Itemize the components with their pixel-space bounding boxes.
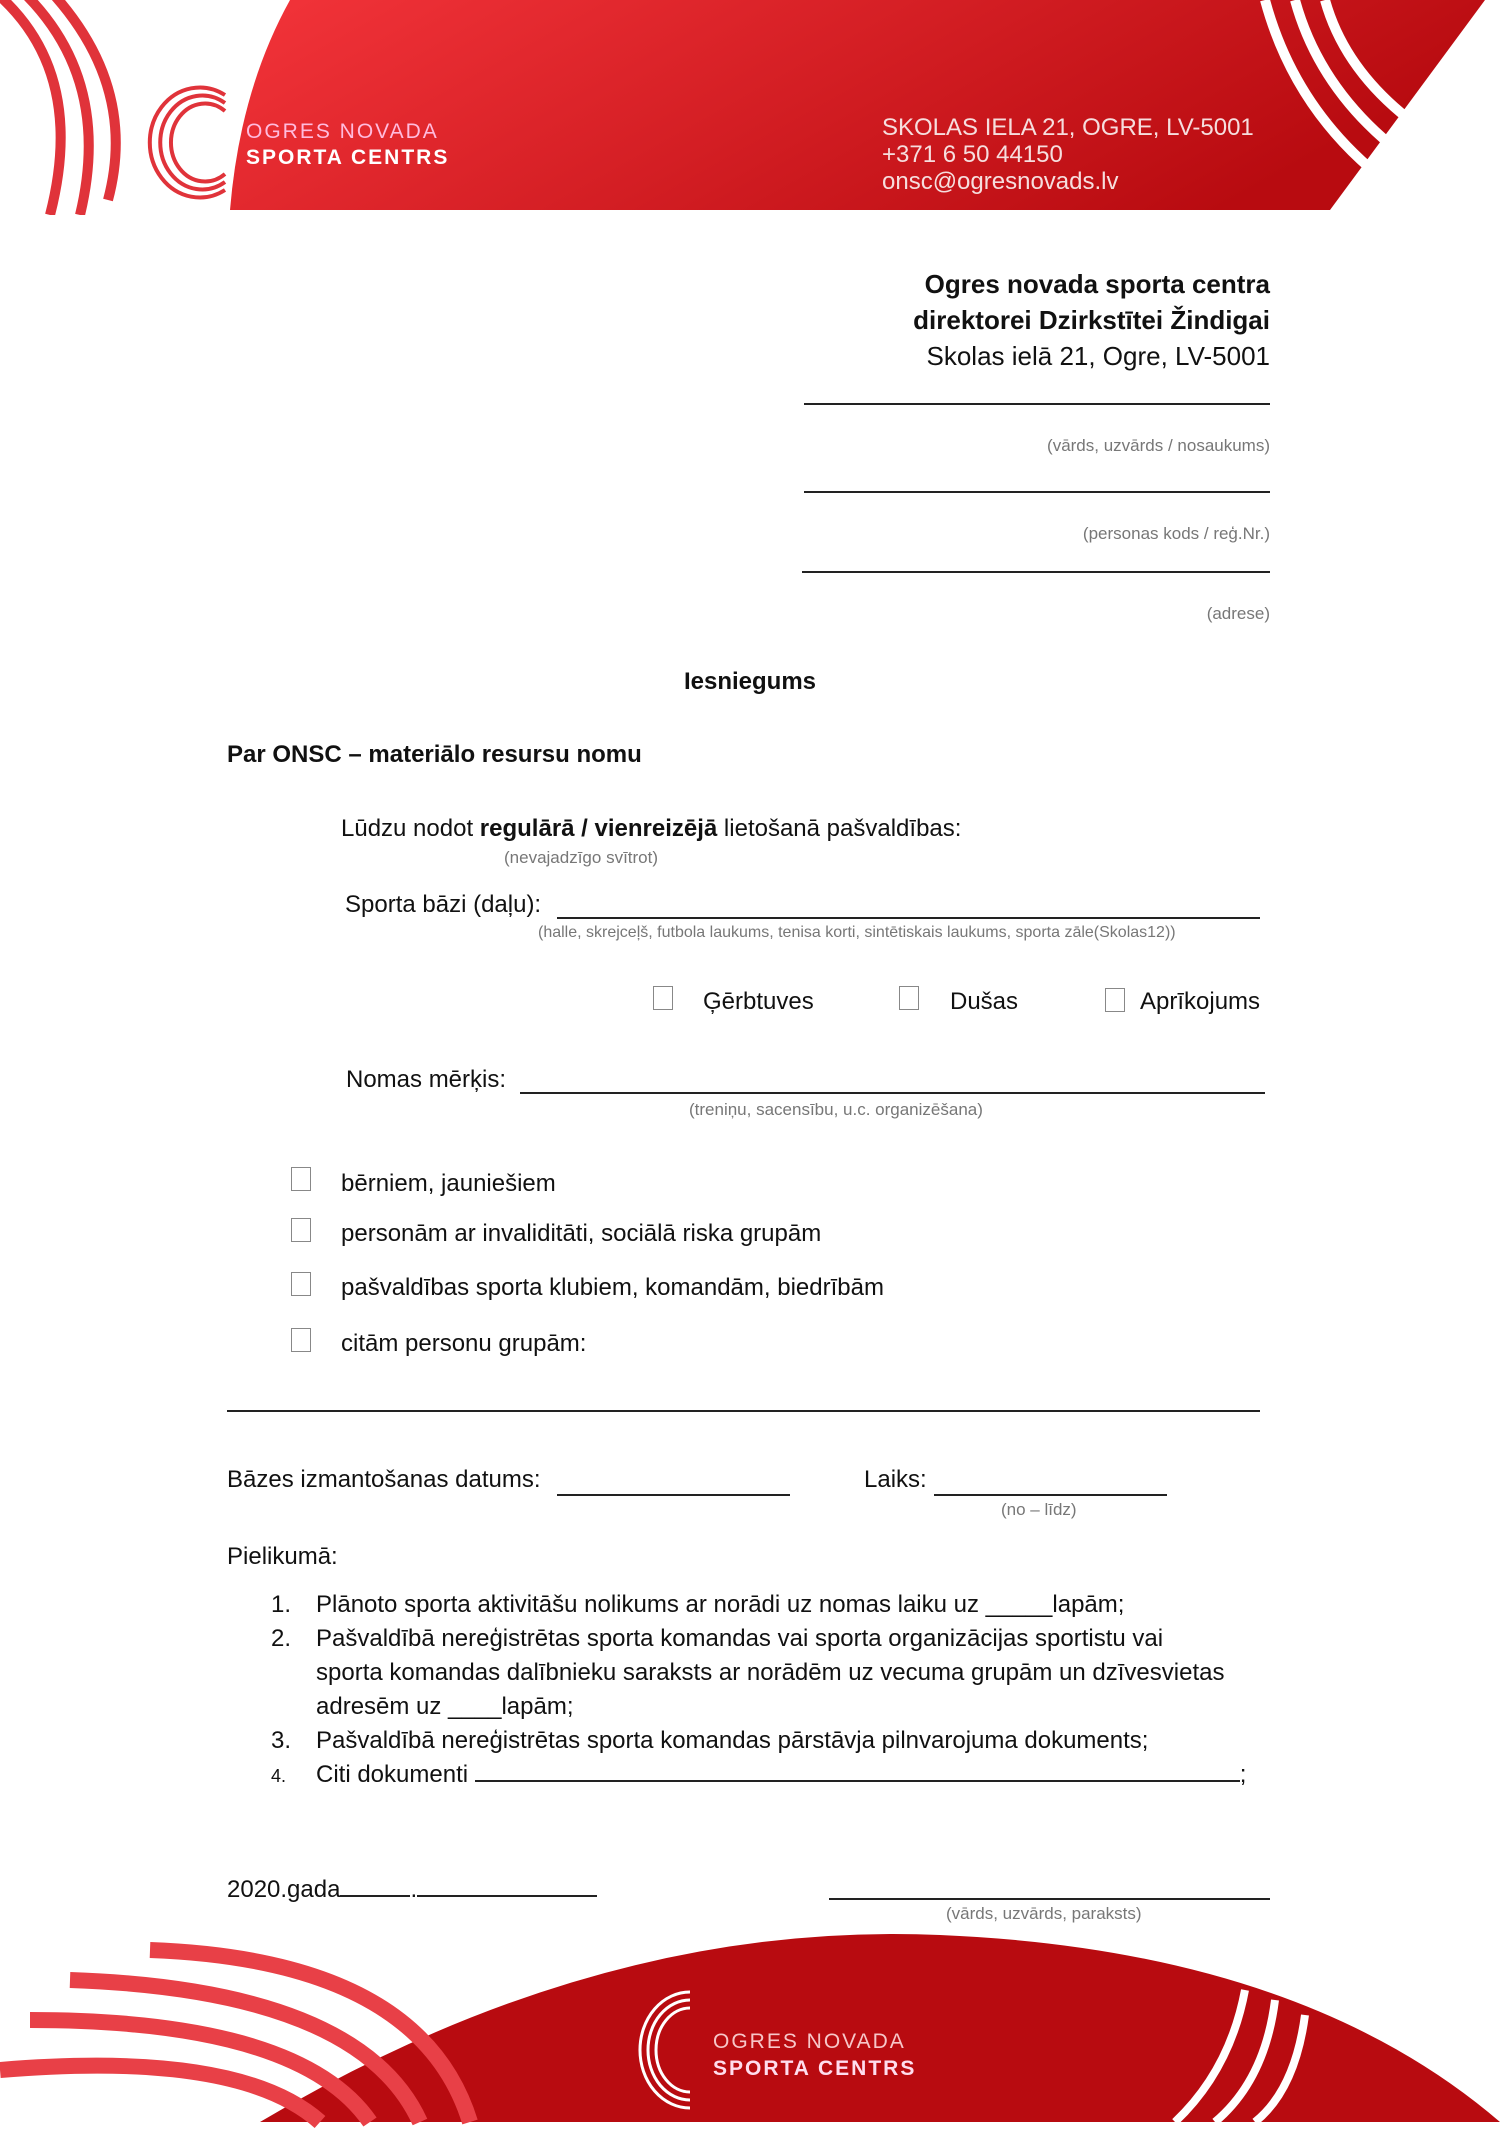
checkbox-group-disabilities[interactable] [291, 1218, 311, 1242]
purpose-field[interactable] [520, 1070, 1265, 1094]
attachment-text: Citi dokumenti [316, 1761, 469, 1788]
attachment-num: 4. [271, 1766, 287, 1786]
applicant-name-field[interactable] [804, 403, 1270, 405]
attachment-end: ; [1239, 1761, 1247, 1788]
base-field[interactable] [557, 895, 1260, 919]
applicant-address-label: (adrese) [1206, 604, 1270, 623]
checkbox-group-other[interactable] [291, 1328, 311, 1352]
date-signed [227, 1873, 597, 1904]
other-documents-field[interactable] [475, 1758, 1240, 1782]
recipient-line3: Skolas ielā 21, Ogre, LV-5001 [926, 341, 1270, 371]
signature-field[interactable] [829, 1898, 1270, 1900]
attachments-heading: Pielikumā: [227, 1543, 338, 1570]
base-hint: (halle, skrejceļš, futbola laukums, tenisa korti, sintētiskais laukums, sporta zāle(Skolas12)) [538, 924, 1176, 941]
applicant-code-field[interactable] [804, 491, 1270, 493]
attachment-item [271, 1724, 1246, 1758]
recipient-line2: direktorei Dzirkstītei Žindigai [913, 305, 1270, 335]
checkbox-dusas[interactable] [899, 986, 919, 1010]
checkbox-group-clubs[interactable] [291, 1272, 311, 1296]
attachment-item [271, 1622, 1246, 1656]
checkbox-gerbtuves[interactable] [653, 986, 673, 1010]
option-gerbtuves: Ģērbtuves [703, 988, 814, 1015]
signature-label: (vārds, uzvārds, paraksts) [946, 1904, 1142, 1923]
org-name-line1: OGRES NOVADA [246, 120, 439, 143]
date-prefix: 2020.gada [227, 1876, 341, 1903]
document-subject: Par ONSC – materiālo resursu nomu [227, 741, 642, 768]
purpose-hint: (treniņu, sacensību, u.c. organizēšana) [689, 1100, 983, 1119]
group-disabilities: personām ar invaliditāti, sociālā riska grupām [341, 1220, 822, 1247]
header-email[interactable]: onsc@ogresnovads.lv [882, 168, 1119, 195]
applicant-code-label: (personas kods / reģ.Nr.) [1082, 524, 1270, 543]
header-contacts [882, 114, 1254, 195]
applicant-name-label: (vārds, uzvārds / nosaukums) [1047, 436, 1270, 455]
attachment-text: Pašvaldībā nereģistrētas sporta komandas pārstāvja pilnvarojuma dokuments; [316, 1727, 1149, 1754]
date-day-field[interactable] [340, 1873, 410, 1897]
attachment-text: adresēm uz ____lapām; [316, 1693, 574, 1720]
attachment-item [271, 1656, 1246, 1690]
date-label: Bāzes izmantošanas datums: [227, 1466, 541, 1493]
group-clubs: pašvaldības sporta klubiem, komandām, biedrībām [341, 1274, 884, 1301]
time-label: Laiks: [864, 1466, 927, 1493]
request-options: regulārā / vienreizējā [479, 815, 718, 842]
date-field[interactable] [557, 1472, 790, 1496]
applicant-address-field[interactable] [802, 571, 1270, 573]
group-children: bērniem, jauniešiem [341, 1170, 556, 1197]
other-group-field[interactable] [227, 1410, 1260, 1412]
checkbox-group-children[interactable] [291, 1167, 311, 1191]
recipient-line1: Ogres novada sporta centra [924, 269, 1270, 299]
attachment-item [271, 1588, 1246, 1622]
option-aprikojums: Aprīkojums [1140, 988, 1261, 1015]
recipient-block [913, 266, 1270, 374]
org-name-line2: SPORTA CENTRS [246, 146, 450, 169]
time-hint: (no – līdz) [1001, 1500, 1077, 1519]
attachment-text: Plānoto sporta aktivitāšu nolikums ar norādi uz nomas laiku uz _____lapām; [316, 1591, 1125, 1618]
attachment-item [271, 1758, 1246, 1793]
header-phone: +371 6 50 44150 [882, 141, 1063, 168]
base-label: Sporta bāzi (daļu): [345, 891, 542, 918]
attachments-list [271, 1588, 1246, 1793]
request-text [341, 815, 961, 843]
request-suffix: lietošanā pašvaldības: [717, 815, 962, 842]
attachment-num: 1. [271, 1591, 292, 1618]
footer-org-line1: OGRES NOVADA [713, 2030, 906, 2053]
option-dusas: Dušas [950, 988, 1019, 1015]
attachment-text: sporta komandas dalībnieku saraksts ar norādēm uz vecuma grupām un dzīvesvietas [316, 1659, 1225, 1686]
attachment-text: Pašvaldībā nereģistrētas sporta komandas vai sporta organizācijas sportistu vai [316, 1625, 1164, 1652]
attachment-num: 3. [271, 1727, 292, 1754]
logo-icon [150, 88, 225, 198]
document-title: Iesniegums [683, 668, 817, 695]
group-other: citām personu grupām: [341, 1330, 587, 1357]
footer-org-line2: SPORTA CENTRS [713, 2057, 917, 2080]
checkbox-aprikojums[interactable] [1105, 988, 1125, 1012]
time-field[interactable] [934, 1472, 1167, 1496]
attachment-item [271, 1690, 1246, 1724]
date-month-field[interactable] [417, 1873, 597, 1897]
header-address: SKOLAS IELA 21, OGRE, LV-5001 [882, 114, 1254, 141]
attachment-num: 2. [271, 1625, 292, 1652]
request-prefix: Lūdzu nodot [341, 815, 480, 842]
purpose-label: Nomas mērķis: [346, 1066, 507, 1093]
request-hint: (nevajadzīgo svītrot) [504, 848, 659, 867]
header-banner [0, 0, 1500, 215]
date-separator: . [410, 1876, 418, 1903]
